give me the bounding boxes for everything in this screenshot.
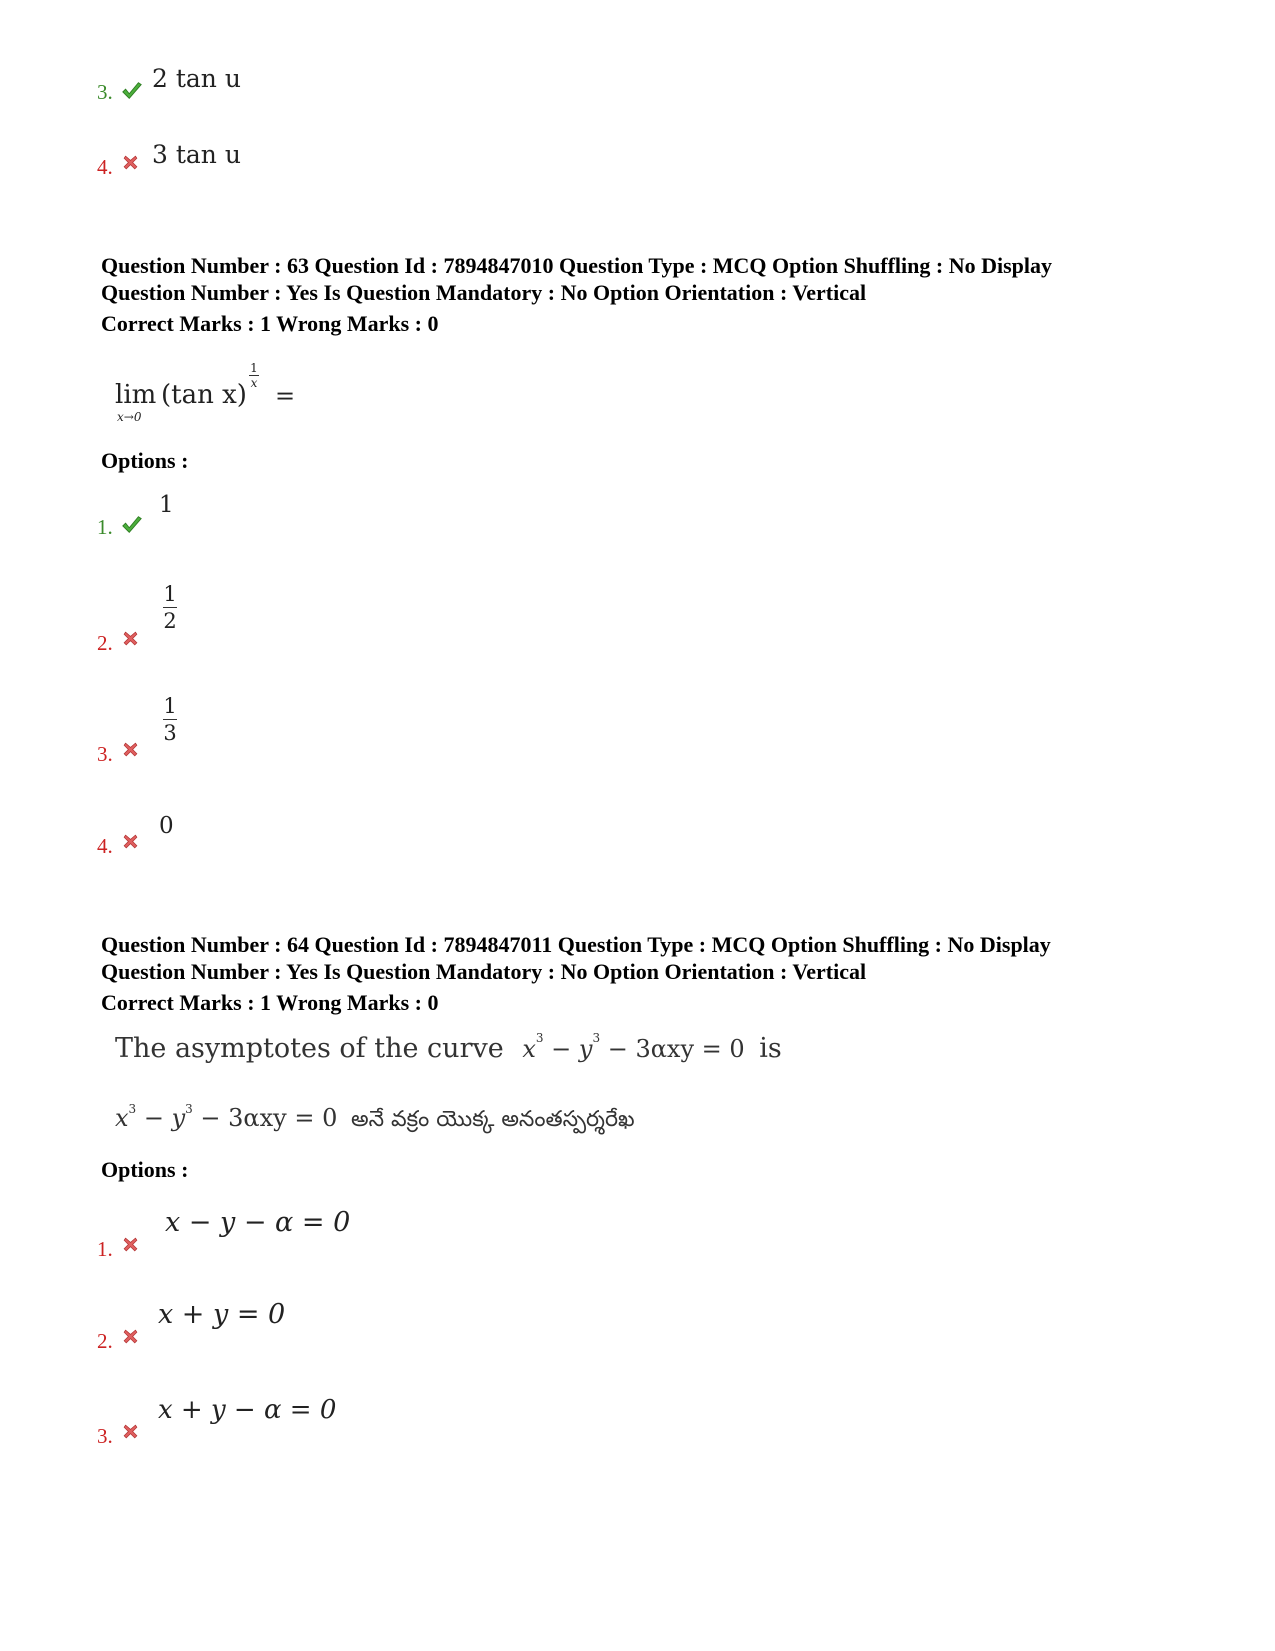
option-number: 2. (97, 1329, 113, 1353)
cross-icon (122, 630, 139, 647)
question-marks: Correct Marks : 1 Wrong Marks : 0 (101, 990, 439, 1015)
options-label: Options : (101, 1157, 189, 1182)
fraction-numerator: 1 (163, 582, 177, 606)
option-text: x − y − α = 0 (165, 1207, 351, 1238)
cross-icon (122, 833, 139, 850)
fraction-numerator: 1 (163, 694, 177, 718)
exponent-denominator: x (250, 376, 258, 390)
cross-icon (122, 1328, 139, 1345)
exponent-numerator: 1 (250, 361, 258, 375)
telugu-suffix: అనే వక్రం యొక్క అనంతస్పర్శరేఖ (351, 1107, 635, 1132)
cross-icon (122, 1423, 139, 1440)
option-text: 3 tan u (152, 140, 241, 169)
fraction-denominator: 2 (163, 609, 177, 633)
question-meta-line1: Question Number : 64 Question Id : 7894847011 Question Type : MCQ Option Shuffling : No Display (101, 932, 1051, 957)
cross-icon (122, 741, 139, 758)
lim-subscript: x→0 (117, 410, 142, 424)
question-marks: Correct Marks : 1 Wrong Marks : 0 (101, 311, 439, 336)
option-text: x + y − α = 0 (158, 1395, 337, 1425)
option-text: 1 (159, 492, 174, 518)
option-number: 4. (97, 155, 113, 179)
options-label: Options : (101, 448, 189, 473)
option-text: 0 (159, 813, 174, 839)
check-icon (121, 514, 143, 536)
check-icon (121, 80, 143, 102)
option-number: 1. (97, 515, 113, 539)
option-number: 3. (97, 80, 113, 104)
option-number: 4. (97, 834, 113, 858)
cross-icon (122, 1236, 139, 1253)
question-suffix: is (759, 1033, 782, 1064)
question-prefix: The asymptotes of the curve (115, 1033, 504, 1064)
curve-equation: $x^3 - y^3 - 3\alpha xy = 0$ (522, 1031, 745, 1063)
option-number: 1. (97, 1237, 113, 1261)
option-fraction (163, 583, 177, 632)
exponent-fraction (249, 362, 259, 389)
question-text-english (115, 1033, 782, 1064)
fraction-denominator: 3 (163, 721, 177, 745)
lim-operator: lim (115, 380, 157, 410)
cross-icon (122, 154, 139, 171)
question-text-telugu (115, 1104, 635, 1137)
question-meta-line2: Question Number : Yes Is Question Mandatory : No Option Orientation : Vertical (101, 280, 867, 305)
question-meta-line2: Question Number : Yes Is Question Mandatory : No Option Orientation : Vertical (101, 959, 867, 984)
option-text: x + y = 0 (158, 1299, 286, 1330)
option-number: 2. (97, 631, 113, 655)
curve-equation: $x^3 - y^3 - 3\alpha xy = 0$ (115, 1102, 338, 1132)
question-meta-line1: Question Number : 63 Question Id : 7894847010 Question Type : MCQ Option Shuffling : No Display (101, 253, 1053, 278)
lim-body: (tan x) (161, 380, 247, 410)
option-number: 3. (97, 1424, 113, 1448)
equals-sign: = (275, 382, 296, 410)
option-text: 2 tan u (152, 64, 241, 93)
option-fraction (163, 695, 177, 744)
option-number: 3. (97, 742, 113, 766)
